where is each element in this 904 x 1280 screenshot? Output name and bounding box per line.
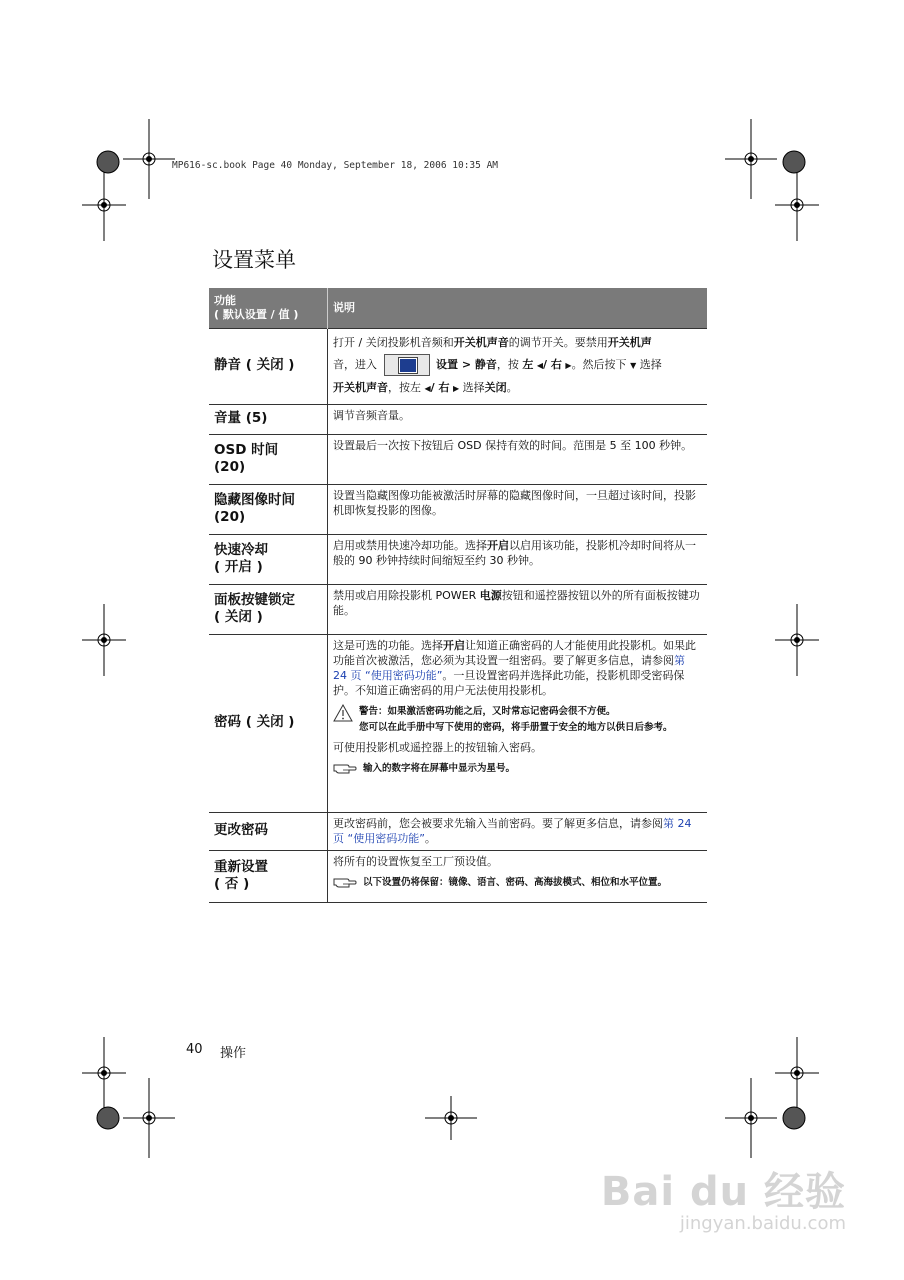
description-reset-settings xyxy=(328,850,708,902)
registration-mark-icon xyxy=(82,1037,126,1109)
text-bold: 开关机声 xyxy=(607,335,652,349)
function-label: 重新设置 xyxy=(214,858,268,875)
settings-menu-icon xyxy=(384,354,430,376)
text: 打开 / 关闭投影机音频和 xyxy=(333,335,454,349)
color-target-icon xyxy=(783,1107,805,1129)
function-osd-time xyxy=(209,434,328,484)
registration-mark-icon xyxy=(123,119,175,199)
function-label: OSD 时间 xyxy=(214,441,279,458)
function-panel-key-lock xyxy=(209,584,328,634)
description-panel-key-lock xyxy=(328,584,708,634)
description-column-header: 说明 xyxy=(328,288,708,328)
description-password xyxy=(328,634,708,812)
text-bold: 开启 xyxy=(487,538,509,552)
text: 启用或禁用快速冷却功能。选择 xyxy=(333,538,487,552)
password-paragraph xyxy=(333,638,702,698)
note-text: 输入的数字将在屏幕中显示为星号。 xyxy=(363,762,516,774)
password-input-text: 可使用投影机或遥控器上的按钮输入密码。 xyxy=(333,740,542,754)
table-row-volume xyxy=(209,404,707,434)
text: 按钮和遥控器按钮以外的所有面板按键功能。 xyxy=(333,588,700,617)
right-triangle-icon: ▶ xyxy=(453,383,460,393)
function-volume: 音量 (5) xyxy=(209,404,328,434)
warning-text: 您可以在此手册中写下使用的密码，将手册置于安全的地方以供日后参考。 xyxy=(359,721,673,733)
text-bold: / 右 xyxy=(543,357,562,371)
text: 。一旦设置密码并选择此功能，投影机即受密码保护。不知道正确密码的用户无法使用投影机。 xyxy=(333,668,685,697)
registration-mark-icon xyxy=(82,604,126,676)
text: ，按 xyxy=(496,357,519,371)
text: 选择 xyxy=(639,357,662,371)
page-number: 40 xyxy=(186,1042,203,1057)
function-default: (20) xyxy=(214,508,246,525)
function-quick-cooling xyxy=(209,534,328,584)
text: 。 xyxy=(424,831,436,845)
pointing-hand-icon xyxy=(333,761,357,775)
watermark-brand: Bai du 经验 xyxy=(600,1169,846,1215)
pointing-hand-icon xyxy=(333,875,357,889)
section-label: 操作 xyxy=(220,1046,247,1061)
text-bold: 开启 xyxy=(443,638,465,652)
registration-mark-icon xyxy=(725,1078,777,1158)
function-default: (20) xyxy=(214,458,246,475)
table-row-reset-settings xyxy=(209,850,707,902)
password-cross-reference-link[interactable]: 第 24 页 “使用密码功能” xyxy=(333,816,692,845)
registration-mark-icon xyxy=(775,604,819,676)
text-bold: 电源 xyxy=(479,588,502,602)
function-default: ( 否 ) xyxy=(214,875,250,892)
description-volume: 调节音频音量。 xyxy=(328,404,708,434)
warning-triangle-icon xyxy=(333,704,353,722)
function-default: ( 关闭 ) xyxy=(214,608,263,625)
left-triangle-icon: ◀ xyxy=(424,383,431,393)
registration-mark-icon xyxy=(775,1037,819,1109)
text-bold: 设置 > 静音 xyxy=(436,357,497,371)
table-header-row xyxy=(209,288,707,328)
function-mute: 静音 ( 关闭 ) xyxy=(209,328,328,404)
baidu-jingyan-watermark xyxy=(601,1160,846,1234)
watermark-site: jingyan.baidu.com xyxy=(679,1213,846,1234)
function-reset-settings xyxy=(209,850,328,902)
file-info-header: MP616-sc.book Page 40 Monday, September 18, 2006 10:35 AM xyxy=(172,160,499,171)
text: 。然后按下 xyxy=(571,357,627,371)
registration-mark-icon xyxy=(725,119,777,199)
registration-mark-icon xyxy=(123,1078,175,1158)
text: 这是可选的功能。选择 xyxy=(333,638,443,652)
warning-text: 警告：如果激活密码功能之后，又时常忘记密码会很不方便。 xyxy=(359,705,616,717)
function-password: 密码 ( 关闭 ) xyxy=(209,634,328,812)
password-warning xyxy=(333,704,702,736)
function-default: ( 开启 ) xyxy=(214,558,263,575)
left-triangle-icon: ◀ xyxy=(536,360,544,370)
password-note xyxy=(333,761,702,777)
color-target-icon xyxy=(783,151,805,173)
registration-mark-icon xyxy=(775,169,819,241)
text: 更改密码前，您会被要求先输入当前密码。要了解更多信息，请参阅 xyxy=(333,816,663,830)
table-row-hide-image-time xyxy=(209,484,707,534)
text: 将所有的设置恢复至工厂预设值。 xyxy=(333,854,498,868)
function-label: 隐藏图像时间 xyxy=(214,491,295,508)
text-bold: 开关机声音 xyxy=(453,335,509,349)
text-bold: 左 xyxy=(522,357,534,371)
password-cross-reference-link[interactable]: 第 24 页 “使用密码功能” xyxy=(333,653,685,682)
text: 禁用或启用除投影机 POWER xyxy=(333,588,480,602)
description-hide-image-time: 设置当隐藏图像功能被激活时屏幕的隐藏图像时间，一旦超过该时间，投影机即恢复投影的图像。 xyxy=(328,484,708,534)
table-row-osd-time xyxy=(209,434,707,484)
default-value-header-label: ( 默认设置 / 值 ) xyxy=(214,307,299,321)
text: 的调节开关。要禁用 xyxy=(508,335,608,349)
text-bold: / 右 xyxy=(430,380,450,394)
settings-table xyxy=(209,288,707,903)
text-bold: 开关机声音 xyxy=(333,380,388,394)
text: 。 xyxy=(506,380,518,394)
reset-note xyxy=(333,875,702,891)
right-triangle-icon: ▶ xyxy=(565,360,572,370)
table-row-panel-key-lock xyxy=(209,584,707,634)
table-row-change-password xyxy=(209,812,707,850)
registration-mark-icon xyxy=(82,169,126,241)
text: 选择 xyxy=(462,380,485,394)
color-target-icon xyxy=(97,151,119,173)
description-change-password xyxy=(328,812,708,850)
description-osd-time: 设置最后一次按下按钮后 OSD 保持有效的时间。范围是 5 至 100 秒钟。 xyxy=(328,434,708,484)
function-header-label: 功能 xyxy=(214,293,236,307)
text: 以启用该功能，投影机冷却时间将从一般的 90 秒钟持续时间缩短至约 30 秒钟。 xyxy=(333,538,696,567)
description-quick-cooling xyxy=(328,534,708,584)
function-change-password: 更改密码 xyxy=(209,812,328,850)
table-row-mute xyxy=(209,328,707,404)
function-column-header xyxy=(209,288,328,328)
table-row-quick-cooling xyxy=(209,534,707,584)
text: ，按左 xyxy=(388,380,421,394)
function-label: 面板按键锁定 xyxy=(214,591,295,608)
text-bold: 关闭 xyxy=(484,380,507,394)
text: 让知道正确密码的人才能使用此投影机。如果此功能首次被激活，您必须为其设置一组密码。要了解更多信息，请参阅 xyxy=(333,638,696,667)
note-text: 以下设置仍将保留：镜像、语言、密码、高海拔模式、相位和水平位置。 xyxy=(363,876,668,888)
color-target-icon xyxy=(97,1107,119,1129)
down-triangle-icon: ▼ xyxy=(630,360,637,370)
function-hide-image-time xyxy=(209,484,328,534)
text: 音，进入 xyxy=(333,357,377,371)
table-row-password xyxy=(209,634,707,812)
page-title: 设置菜单 xyxy=(212,248,296,272)
description-mute xyxy=(328,328,708,404)
function-label: 快速冷却 xyxy=(214,541,268,558)
registration-mark-icon xyxy=(425,1096,477,1140)
